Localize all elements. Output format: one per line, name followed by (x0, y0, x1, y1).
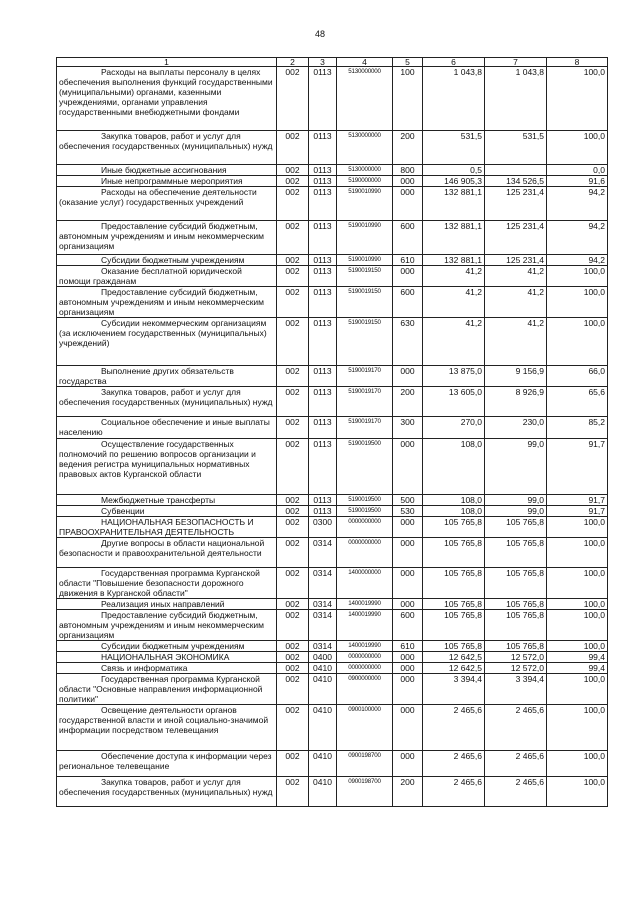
ministry-code-cell: 002 (277, 506, 309, 517)
target-code-cell: 0000000000 (337, 663, 393, 674)
column-header: 2 (277, 58, 309, 67)
table-row (57, 674, 608, 705)
expense-type-cell: 200 (393, 131, 423, 165)
planned-amount-cell: 0,5 (423, 165, 485, 176)
row-name-cell: Государственная программа Курганской области "Повышение безопасности дорожного движения в Курганской области" (57, 568, 277, 599)
table-row (57, 417, 608, 439)
row-name-cell: НАЦИОНАЛЬНАЯ БЕЗОПАСНОСТЬ И ПРАВООХРАНИТЕЛЬНАЯ ДЕЯТЕЛЬНОСТЬ (57, 517, 277, 538)
column-header: 3 (309, 58, 337, 67)
planned-amount-cell: 12 642,5 (423, 663, 485, 674)
table-row (57, 187, 608, 221)
actual-amount-cell: 2 465,6 (485, 777, 547, 807)
expense-type-cell: 630 (393, 318, 423, 366)
percent-cell: 100,0 (547, 318, 608, 366)
planned-amount-cell: 108,0 (423, 439, 485, 495)
row-name-cell: Другие вопросы в области национальной безопасности и правоохранительной деятельности (57, 538, 277, 568)
target-code-cell: 5190000000 (337, 176, 393, 187)
expense-type-cell: 000 (393, 674, 423, 705)
target-code-cell: 5190019500 (337, 506, 393, 517)
actual-amount-cell: 41,2 (485, 318, 547, 366)
section-code-cell: 0113 (309, 506, 337, 517)
expense-type-cell: 610 (393, 255, 423, 266)
target-code-cell: 5190019500 (337, 495, 393, 506)
section-code-cell: 0113 (309, 266, 337, 287)
target-code-cell: 5190019150 (337, 287, 393, 318)
expense-type-cell: 800 (393, 165, 423, 176)
ministry-code-cell: 002 (277, 568, 309, 599)
row-name-cell: Оказание бесплатной юридической помощи гражданам (57, 266, 277, 287)
planned-amount-cell: 41,2 (423, 266, 485, 287)
planned-amount-cell: 108,0 (423, 506, 485, 517)
column-header: 4 (337, 58, 393, 67)
section-code-cell: 0113 (309, 387, 337, 417)
planned-amount-cell: 2 465,6 (423, 751, 485, 777)
planned-amount-cell: 531,5 (423, 131, 485, 165)
row-name-cell: Межбюджетные трансферты (57, 495, 277, 506)
actual-amount-cell: 99,0 (485, 495, 547, 506)
table-row (57, 506, 608, 517)
planned-amount-cell: 1 043,8 (423, 67, 485, 131)
row-name-cell: Связь и информатика (57, 663, 277, 674)
section-code-cell: 0113 (309, 366, 337, 387)
planned-amount-cell: 108,0 (423, 495, 485, 506)
section-code-cell: 0314 (309, 610, 337, 641)
expense-type-cell: 000 (393, 568, 423, 599)
row-name-cell: Субвенции (57, 506, 277, 517)
actual-amount-cell: 99,0 (485, 506, 547, 517)
ministry-code-cell: 002 (277, 439, 309, 495)
actual-amount-cell: 1 043,8 (485, 67, 547, 131)
row-name-cell: Предоставление субсидий бюджетным, автономным учреждениям и иным некоммерческим организациям (57, 287, 277, 318)
expense-type-cell: 000 (393, 663, 423, 674)
percent-cell: 100,0 (547, 610, 608, 641)
actual-amount-cell: 134 526,5 (485, 176, 547, 187)
percent-cell: 0,0 (547, 165, 608, 176)
section-code-cell: 0410 (309, 663, 337, 674)
table-row (57, 287, 608, 318)
expense-type-cell: 300 (393, 417, 423, 439)
section-code-cell: 0113 (309, 221, 337, 255)
target-code-cell: 5130000000 (337, 67, 393, 131)
row-name-cell: Осуществление государственных полномочий по решению вопросов организации и ведения регистра муниципальных нормативных правовых актов Курганской области (57, 439, 277, 495)
ministry-code-cell: 002 (277, 131, 309, 165)
planned-amount-cell: 105 765,8 (423, 610, 485, 641)
expense-type-cell: 000 (393, 187, 423, 221)
table-row (57, 610, 608, 641)
header-row (57, 58, 608, 67)
expense-type-cell: 530 (393, 506, 423, 517)
percent-cell: 100,0 (547, 266, 608, 287)
ministry-code-cell: 002 (277, 176, 309, 187)
percent-cell: 94,2 (547, 221, 608, 255)
ministry-code-cell: 002 (277, 255, 309, 266)
percent-cell: 100,0 (547, 287, 608, 318)
row-name-cell: Предоставление субсидий бюджетным, автономным учреждениям и иным некоммерческим организациям (57, 221, 277, 255)
table-body (57, 67, 608, 807)
row-name-cell: Обеспечение доступа к информации через региональное телевещание (57, 751, 277, 777)
section-code-cell: 0113 (309, 165, 337, 176)
percent-cell: 100,0 (547, 568, 608, 599)
table-row (57, 751, 608, 777)
section-code-cell: 0410 (309, 674, 337, 705)
table-row (57, 599, 608, 610)
percent-cell: 100,0 (547, 751, 608, 777)
percent-cell: 91,7 (547, 439, 608, 495)
percent-cell: 100,0 (547, 777, 608, 807)
row-name-cell: Расходы на обеспечение деятельности (оказание услуг) государственных учреждений (57, 187, 277, 221)
table-row (57, 67, 608, 131)
percent-cell: 100,0 (547, 67, 608, 131)
planned-amount-cell: 132 881,1 (423, 255, 485, 266)
percent-cell: 66,0 (547, 366, 608, 387)
expense-type-cell: 500 (393, 495, 423, 506)
expense-type-cell: 100 (393, 67, 423, 131)
percent-cell: 100,0 (547, 674, 608, 705)
planned-amount-cell: 105 765,8 (423, 599, 485, 610)
percent-cell: 85,2 (547, 417, 608, 439)
target-code-cell: 5190019170 (337, 387, 393, 417)
section-code-cell: 0314 (309, 641, 337, 652)
ministry-code-cell: 002 (277, 67, 309, 131)
expense-type-cell: 600 (393, 287, 423, 318)
section-code-cell: 0113 (309, 255, 337, 266)
percent-cell: 91,6 (547, 176, 608, 187)
row-name-cell: Расходы на выплаты персоналу в целях обеспечения выполнения функций государственными (муниципальными) органами, казенными учреждениями, органами управления государственными внебюджетными фондами (57, 67, 277, 131)
planned-amount-cell: 41,2 (423, 287, 485, 318)
ministry-code-cell: 002 (277, 751, 309, 777)
planned-amount-cell: 2 465,6 (423, 777, 485, 807)
planned-amount-cell: 105 765,8 (423, 641, 485, 652)
percent-cell: 100,0 (547, 538, 608, 568)
planned-amount-cell: 105 765,8 (423, 538, 485, 568)
actual-amount-cell: 41,2 (485, 287, 547, 318)
table-row (57, 495, 608, 506)
expense-type-cell: 000 (393, 366, 423, 387)
section-code-cell: 0113 (309, 131, 337, 165)
target-code-cell: 5190010990 (337, 255, 393, 266)
target-code-cell: 5130000000 (337, 131, 393, 165)
expense-type-cell: 000 (393, 652, 423, 663)
table-row (57, 221, 608, 255)
table-row (57, 568, 608, 599)
ministry-code-cell: 002 (277, 318, 309, 366)
section-code-cell: 0400 (309, 652, 337, 663)
actual-amount-cell (485, 165, 547, 176)
percent-cell: 91,7 (547, 495, 608, 506)
expense-type-cell: 600 (393, 610, 423, 641)
ministry-code-cell: 002 (277, 165, 309, 176)
planned-amount-cell: 3 394,4 (423, 674, 485, 705)
actual-amount-cell: 105 765,8 (485, 538, 547, 568)
actual-amount-cell: 105 765,8 (485, 610, 547, 641)
ministry-code-cell: 002 (277, 674, 309, 705)
actual-amount-cell: 12 572,0 (485, 652, 547, 663)
section-code-cell: 0314 (309, 599, 337, 610)
section-code-cell: 0410 (309, 751, 337, 777)
actual-amount-cell: 2 465,6 (485, 751, 547, 777)
row-name-cell: Социальное обеспечение и иные выплаты населению (57, 417, 277, 439)
target-code-cell: 5190019170 (337, 417, 393, 439)
target-code-cell: 5190019500 (337, 439, 393, 495)
actual-amount-cell: 99,0 (485, 439, 547, 495)
section-code-cell: 0113 (309, 318, 337, 366)
table-row (57, 517, 608, 538)
percent-cell: 91,7 (547, 506, 608, 517)
row-name-cell: Закупка товаров, работ и услуг для обеспечения государственных (муниципальных) нужд (57, 131, 277, 165)
target-code-cell: 1400019990 (337, 599, 393, 610)
section-code-cell: 0410 (309, 777, 337, 807)
table-row (57, 176, 608, 187)
table-row (57, 705, 608, 751)
ministry-code-cell: 002 (277, 777, 309, 807)
actual-amount-cell: 125 231,4 (485, 221, 547, 255)
percent-cell: 94,2 (547, 255, 608, 266)
percent-cell: 100,0 (547, 517, 608, 538)
ministry-code-cell: 002 (277, 287, 309, 318)
actual-amount-cell: 125 231,4 (485, 255, 547, 266)
planned-amount-cell: 132 881,1 (423, 221, 485, 255)
planned-amount-cell: 13 875,0 (423, 366, 485, 387)
expense-type-cell: 000 (393, 599, 423, 610)
planned-amount-cell: 41,2 (423, 318, 485, 366)
actual-amount-cell: 9 156,9 (485, 366, 547, 387)
table-row (57, 318, 608, 366)
section-code-cell: 0113 (309, 439, 337, 495)
row-name-cell: Субсидии бюджетным учреждениям (57, 255, 277, 266)
row-name-cell: Субсидии бюджетным учреждениям (57, 641, 277, 652)
row-name-cell: Закупка товаров, работ и услуг для обеспечения государственных (муниципальных) нужд (57, 387, 277, 417)
percent-cell: 100,0 (547, 705, 608, 751)
section-code-cell: 0113 (309, 417, 337, 439)
section-code-cell: 0113 (309, 176, 337, 187)
target-code-cell: 1400000000 (337, 568, 393, 599)
target-code-cell: 1400019990 (337, 641, 393, 652)
expense-type-cell: 000 (393, 517, 423, 538)
actual-amount-cell: 105 765,8 (485, 568, 547, 599)
table-row (57, 255, 608, 266)
table-row (57, 439, 608, 495)
section-code-cell: 0113 (309, 287, 337, 318)
column-header: 8 (547, 58, 608, 67)
expense-type-cell: 000 (393, 705, 423, 751)
section-code-cell: 0300 (309, 517, 337, 538)
expense-type-cell: 000 (393, 538, 423, 568)
actual-amount-cell: 105 765,8 (485, 517, 547, 538)
planned-amount-cell: 2 465,6 (423, 705, 485, 751)
ministry-code-cell: 002 (277, 417, 309, 439)
row-name-cell: Освещение деятельности органов государственной власти и иной социально-значимой информации посредством телевещания (57, 705, 277, 751)
actual-amount-cell: 12 572,0 (485, 663, 547, 674)
table-row (57, 366, 608, 387)
planned-amount-cell: 146 905,3 (423, 176, 485, 187)
actual-amount-cell: 2 465,6 (485, 705, 547, 751)
target-code-cell: 5190010990 (337, 187, 393, 221)
column-header: 1 (57, 58, 277, 67)
target-code-cell: 0900000000 (337, 674, 393, 705)
budget-table (56, 57, 608, 807)
expense-type-cell: 000 (393, 266, 423, 287)
row-name-cell: Закупка товаров, работ и услуг для обеспечения государственных (муниципальных) нужд (57, 777, 277, 807)
expense-type-cell: 600 (393, 221, 423, 255)
actual-amount-cell: 230,0 (485, 417, 547, 439)
ministry-code-cell: 002 (277, 387, 309, 417)
planned-amount-cell: 13 605,0 (423, 387, 485, 417)
expense-type-cell: 200 (393, 777, 423, 807)
percent-cell: 100,0 (547, 599, 608, 610)
page-number: 48 (314, 29, 325, 39)
column-header: 5 (393, 58, 423, 67)
percent-cell: 100,0 (547, 641, 608, 652)
percent-cell: 94,2 (547, 187, 608, 221)
row-name-cell: Выполнение других обязательств государства (57, 366, 277, 387)
planned-amount-cell: 270,0 (423, 417, 485, 439)
table-row (57, 777, 608, 807)
planned-amount-cell: 105 765,8 (423, 517, 485, 538)
target-code-cell: 0000000000 (337, 538, 393, 568)
expense-type-cell: 000 (393, 439, 423, 495)
target-code-cell: 5190019150 (337, 318, 393, 366)
ministry-code-cell: 002 (277, 652, 309, 663)
expense-type-cell: 000 (393, 751, 423, 777)
table-row (57, 165, 608, 176)
actual-amount-cell: 8 926,9 (485, 387, 547, 417)
target-code-cell: 0000000000 (337, 517, 393, 538)
target-code-cell: 0900100000 (337, 705, 393, 751)
table-row (57, 641, 608, 652)
percent-cell: 99,4 (547, 652, 608, 663)
column-header: 6 (423, 58, 485, 67)
section-code-cell: 0113 (309, 495, 337, 506)
table-row (57, 538, 608, 568)
target-code-cell: 1400019990 (337, 610, 393, 641)
row-name-cell: Субсидии некоммерческим организациям (за исключением государственных (муниципальных) учреждений) (57, 318, 277, 366)
ministry-code-cell: 002 (277, 610, 309, 641)
actual-amount-cell: 531,5 (485, 131, 547, 165)
target-code-cell: 5190019170 (337, 366, 393, 387)
section-code-cell: 0410 (309, 705, 337, 751)
actual-amount-cell: 125 231,4 (485, 187, 547, 221)
ministry-code-cell: 002 (277, 366, 309, 387)
planned-amount-cell: 132 881,1 (423, 187, 485, 221)
table-row (57, 266, 608, 287)
section-code-cell: 0113 (309, 67, 337, 131)
expense-type-cell: 610 (393, 641, 423, 652)
actual-amount-cell: 3 394,4 (485, 674, 547, 705)
section-code-cell: 0314 (309, 538, 337, 568)
expense-type-cell: 200 (393, 387, 423, 417)
target-code-cell: 5190010990 (337, 221, 393, 255)
ministry-code-cell: 002 (277, 221, 309, 255)
percent-cell: 99,4 (547, 663, 608, 674)
target-code-cell: 0900198700 (337, 777, 393, 807)
column-header: 7 (485, 58, 547, 67)
ministry-code-cell: 002 (277, 599, 309, 610)
table-row (57, 652, 608, 663)
ministry-code-cell: 002 (277, 495, 309, 506)
ministry-code-cell: 002 (277, 705, 309, 751)
row-name-cell: НАЦИОНАЛЬНАЯ ЭКОНОМИКА (57, 652, 277, 663)
section-code-cell: 0314 (309, 568, 337, 599)
percent-cell: 100,0 (547, 131, 608, 165)
row-name-cell: Реализация иных направлений (57, 599, 277, 610)
actual-amount-cell: 105 765,8 (485, 641, 547, 652)
ministry-code-cell: 002 (277, 266, 309, 287)
ministry-code-cell: 002 (277, 641, 309, 652)
target-code-cell: 0900198700 (337, 751, 393, 777)
planned-amount-cell: 105 765,8 (423, 568, 485, 599)
planned-amount-cell: 12 642,5 (423, 652, 485, 663)
row-name-cell: Иные бюджетные ассигнования (57, 165, 277, 176)
table-row (57, 663, 608, 674)
target-code-cell: 5190019150 (337, 266, 393, 287)
ministry-code-cell: 002 (277, 538, 309, 568)
section-code-cell: 0113 (309, 187, 337, 221)
target-code-cell: 5130000000 (337, 165, 393, 176)
ministry-code-cell: 002 (277, 517, 309, 538)
percent-cell: 65,6 (547, 387, 608, 417)
table-row (57, 387, 608, 417)
ministry-code-cell: 002 (277, 663, 309, 674)
row-name-cell: Иные непрограммные мероприятия (57, 176, 277, 187)
table-row (57, 131, 608, 165)
ministry-code-cell: 002 (277, 187, 309, 221)
row-name-cell: Предоставление субсидий бюджетным, автономным учреждениям и иным некоммерческим организациям (57, 610, 277, 641)
row-name-cell: Государственная программа Курганской области "Основные направления информационной политики" (57, 674, 277, 705)
actual-amount-cell: 41,2 (485, 266, 547, 287)
expense-type-cell: 000 (393, 176, 423, 187)
target-code-cell: 0000000000 (337, 652, 393, 663)
actual-amount-cell: 105 765,8 (485, 599, 547, 610)
